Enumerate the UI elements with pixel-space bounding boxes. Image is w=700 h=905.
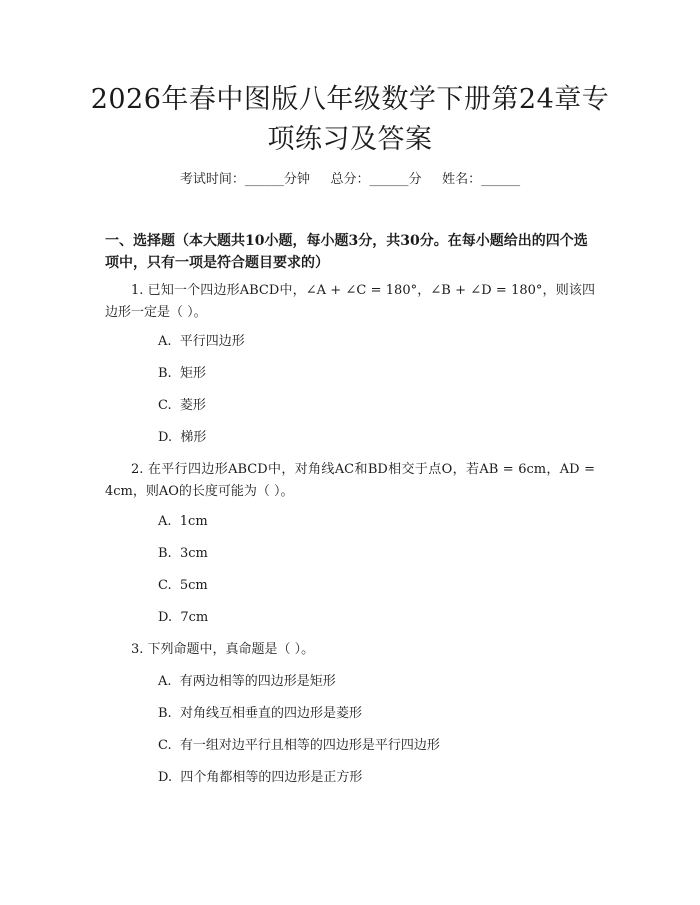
- title-line-2: 项练习及答案: [267, 124, 433, 155]
- question-1-stem: 1. 已知一个四边形ABCD中，∠A + ∠C = 180°，∠B + ∠D = 180°，则该四边形一定是（ ）。: [105, 283, 595, 320]
- question-3-option-c: C. 有一组对边平行且相等的四边形是平行四边形: [158, 738, 440, 753]
- question-3-option-a: A. 有两边相等的四边形是矩形: [158, 674, 336, 689]
- question-2-option-c: C. 5cm: [158, 578, 208, 593]
- question-1-option-a: A. 平行四边形: [158, 334, 245, 349]
- question-2-stem: 2. 在平行四边形ABCD中，对角线AC和BD相交于点O，若AB = 6cm，AD = 4cm，则AO的长度可能为（ ）。: [105, 462, 595, 499]
- question-2-option-d: D. 7cm: [158, 610, 209, 625]
- exam-info-line: 考试时间：______分钟 总分：______分 姓名：______: [179, 172, 521, 187]
- question-1-option-c: C. 菱形: [158, 398, 206, 413]
- question-2-option-b: B. 3cm: [158, 546, 208, 561]
- question-3-option-d: D. 四个角都相等的四边形是正方形: [158, 770, 363, 785]
- section-heading: 一、选择题（本大题共10小题，每小题3分，共30分。在每小题给出的四个选项中，只有一项是符合题目要求的）: [105, 233, 588, 271]
- question-3-stem: 3. 下列命题中，真命题是（ ）。: [131, 642, 315, 657]
- title-line-1: 2026年春中图版八年级数学下册第24章专: [90, 84, 610, 115]
- question-1-option-b: B. 矩形: [158, 366, 206, 381]
- page-title: [90, 80, 610, 160]
- question-1-option-d: D. 梯形: [158, 430, 207, 445]
- question-3-option-b: B. 对角线互相垂直的四边形是菱形: [158, 706, 362, 721]
- question-2-option-a: A. 1cm: [158, 514, 208, 529]
